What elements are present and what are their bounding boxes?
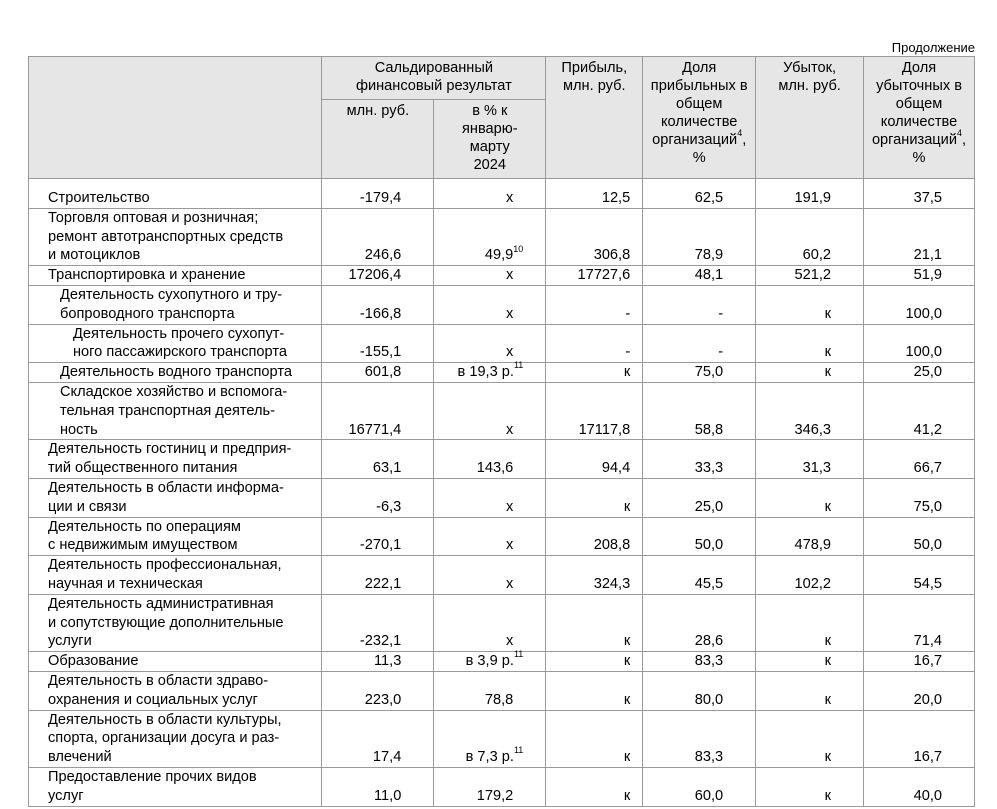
cell-profit: к	[546, 652, 643, 672]
cell-pct: х	[434, 285, 546, 324]
cell-saldo: 16771,4	[322, 382, 434, 439]
cell-share-profit: 58,8	[643, 382, 756, 439]
cell-loss: 60,2	[756, 208, 864, 265]
row-name: Предоставление прочих видов услуг	[29, 767, 322, 806]
cell-profit: 208,8	[546, 517, 643, 556]
row-name: Деятельность по операциям с недвижимым имуществом	[29, 517, 322, 556]
cell-loss: 102,2	[756, 556, 864, 595]
cell-loss: 478,9	[756, 517, 864, 556]
cell-loss: к	[756, 710, 864, 767]
table-row	[29, 440, 975, 479]
cell-share-loss: 100,0	[864, 324, 975, 363]
header-profit: Прибыль, млн. руб.	[546, 57, 643, 179]
table-row	[29, 285, 975, 324]
table-row	[29, 594, 975, 651]
row-name: Деятельность гостиниц и предприя- тий общественного питания	[29, 440, 322, 479]
cell-saldo: -270,1	[322, 517, 434, 556]
cell-pct: х	[434, 594, 546, 651]
cell-pct: х	[434, 556, 546, 595]
table-row	[29, 652, 975, 672]
cell-share-profit: 50,0	[643, 517, 756, 556]
table-row	[29, 556, 975, 595]
header-share-loss: Доля убыточных в общем количестве организаций$^4$, %	[864, 57, 975, 179]
cell-saldo: -232,1	[322, 594, 434, 651]
table-row	[29, 324, 975, 363]
header-loss: Убыток, млн. руб.	[756, 57, 864, 179]
cell-share-profit: -	[643, 324, 756, 363]
header-blank	[29, 57, 322, 179]
cell-share-loss: 20,0	[864, 671, 975, 710]
cell-profit: 12,5	[546, 179, 643, 209]
header-share-profit: Доля прибыльных в общем количестве организаций$^4$, %	[643, 57, 756, 179]
cell-pct: 143,6	[434, 440, 546, 479]
cell-share-profit: 80,0	[643, 671, 756, 710]
cell-share-profit: 60,0	[643, 767, 756, 806]
row-name: Деятельность водного транспорта	[29, 363, 322, 383]
row-name: Складское хозяйство и вспомога- тельная транспортная деятель- ность	[29, 382, 322, 439]
table-row	[29, 517, 975, 556]
row-name: Деятельность прочего сухопут- ного пассажирского транспорта	[29, 324, 322, 363]
cell-saldo: 63,1	[322, 440, 434, 479]
cell-loss: к	[756, 285, 864, 324]
table-row	[29, 179, 975, 209]
cell-saldo: 223,0	[322, 671, 434, 710]
cell-profit: к	[546, 478, 643, 517]
cell-share-loss: 16,7	[864, 710, 975, 767]
cell-profit: к	[546, 767, 643, 806]
footnote-mark: 10	[513, 243, 524, 254]
cell-pct: в 19,3 р.$^{11}$	[434, 363, 546, 383]
cell-pct: х	[434, 179, 546, 209]
table-row	[29, 767, 975, 806]
table-row	[29, 382, 975, 439]
cell-profit: 17117,8	[546, 382, 643, 439]
cell-profit: 94,4	[546, 440, 643, 479]
cell-loss: 521,2	[756, 266, 864, 286]
cell-profit: 306,8	[546, 208, 643, 265]
cell-pct: х	[434, 517, 546, 556]
cell-loss: к	[756, 363, 864, 383]
cell-share-loss: 75,0	[864, 478, 975, 517]
cell-saldo: 246,6	[322, 208, 434, 265]
cell-share-profit: 48,1	[643, 266, 756, 286]
cell-share-loss: 66,7	[864, 440, 975, 479]
row-name: Торговля оптовая и розничная; ремонт автотранспортных средств и мотоциклов	[29, 208, 322, 265]
cell-saldo: 17,4	[322, 710, 434, 767]
table-header	[29, 57, 975, 179]
cell-share-loss: 54,5	[864, 556, 975, 595]
cell-loss: к	[756, 652, 864, 672]
cell-share-loss: 37,5	[864, 179, 975, 209]
cell-loss: 191,9	[756, 179, 864, 209]
continuation-label: Продолжение	[891, 40, 975, 55]
cell-saldo: 11,3	[322, 652, 434, 672]
cell-pct: х	[434, 478, 546, 517]
cell-profit: к	[546, 594, 643, 651]
cell-profit: к	[546, 710, 643, 767]
cell-share-profit: 83,3	[643, 652, 756, 672]
cell-share-loss: 50,0	[864, 517, 975, 556]
cell-pct: 49,9$^{10}$	[434, 208, 546, 265]
cell-saldo: -6,3	[322, 478, 434, 517]
cell-profit: к	[546, 363, 643, 383]
cell-saldo: 11,0	[322, 767, 434, 806]
header-saldo: Сальдированный финансовый результат	[322, 57, 546, 100]
cell-share-loss: 71,4	[864, 594, 975, 651]
cell-share-loss: 21,1	[864, 208, 975, 265]
cell-share-loss: 100,0	[864, 285, 975, 324]
cell-share-profit: 33,3	[643, 440, 756, 479]
cell-pct: 179,2	[434, 767, 546, 806]
cell-share-loss: 51,9	[864, 266, 975, 286]
table-row	[29, 671, 975, 710]
financial-results-table	[28, 56, 975, 807]
cell-pct: в 7,3 р.$^{11}$	[434, 710, 546, 767]
table-row	[29, 363, 975, 383]
cell-share-loss: 41,2	[864, 382, 975, 439]
cell-profit: 324,3	[546, 556, 643, 595]
cell-loss: 31,3	[756, 440, 864, 479]
row-name: Деятельность профессиональная, научная и техническая	[29, 556, 322, 595]
cell-saldo: 601,8	[322, 363, 434, 383]
header-mln: млн. руб.	[322, 100, 434, 179]
footnote-mark: 11	[513, 745, 524, 756]
row-name: Деятельность сухопутного и тру- бопроводного транспорта	[29, 285, 322, 324]
table-row	[29, 266, 975, 286]
cell-loss: 346,3	[756, 382, 864, 439]
cell-saldo: -166,8	[322, 285, 434, 324]
cell-profit: к	[546, 671, 643, 710]
cell-pct: в 3,9 р.$^{11}$	[434, 652, 546, 672]
cell-share-loss: 40,0	[864, 767, 975, 806]
row-name: Транспортировка и хранение	[29, 266, 322, 286]
cell-profit: -	[546, 285, 643, 324]
row-name: Образование	[29, 652, 322, 672]
cell-saldo: 17206,4	[322, 266, 434, 286]
row-name: Деятельность в области здраво- охранения и социальных услуг	[29, 671, 322, 710]
cell-loss: к	[756, 767, 864, 806]
cell-loss: к	[756, 478, 864, 517]
table-row	[29, 710, 975, 767]
row-name: Строительство	[29, 179, 322, 209]
table-row	[29, 478, 975, 517]
cell-saldo: -155,1	[322, 324, 434, 363]
cell-saldo: -179,4	[322, 179, 434, 209]
cell-share-profit: 28,6	[643, 594, 756, 651]
cell-share-profit: 75,0	[643, 363, 756, 383]
cell-profit: 17727,6	[546, 266, 643, 286]
cell-share-profit: 25,0	[643, 478, 756, 517]
cell-pct: х	[434, 324, 546, 363]
footnote-mark: 11	[513, 649, 524, 660]
cell-share-loss: 16,7	[864, 652, 975, 672]
cell-share-profit: 62,5	[643, 179, 756, 209]
cell-share-profit: 78,9	[643, 208, 756, 265]
cell-pct: х	[434, 266, 546, 286]
row-name: Деятельность административная и сопутствующие дополнительные услуги	[29, 594, 322, 651]
cell-share-profit: -	[643, 285, 756, 324]
cell-pct: 78,8	[434, 671, 546, 710]
cell-share-profit: 45,5	[643, 556, 756, 595]
cell-profit: -	[546, 324, 643, 363]
cell-share-profit: 83,3	[643, 710, 756, 767]
row-name: Деятельность в области информа- ции и связи	[29, 478, 322, 517]
cell-loss: к	[756, 594, 864, 651]
cell-loss: к	[756, 324, 864, 363]
table-row	[29, 208, 975, 265]
cell-share-loss: 25,0	[864, 363, 975, 383]
table-body	[29, 179, 975, 807]
footnote-mark: 11	[513, 360, 524, 371]
cell-saldo: 222,1	[322, 556, 434, 595]
cell-loss: к	[756, 671, 864, 710]
row-name: Деятельность в области культуры, спорта, организации досуга и раз- влечений	[29, 710, 322, 767]
header-pct: в % к январю-марту 2024	[434, 100, 546, 179]
cell-pct: х	[434, 382, 546, 439]
